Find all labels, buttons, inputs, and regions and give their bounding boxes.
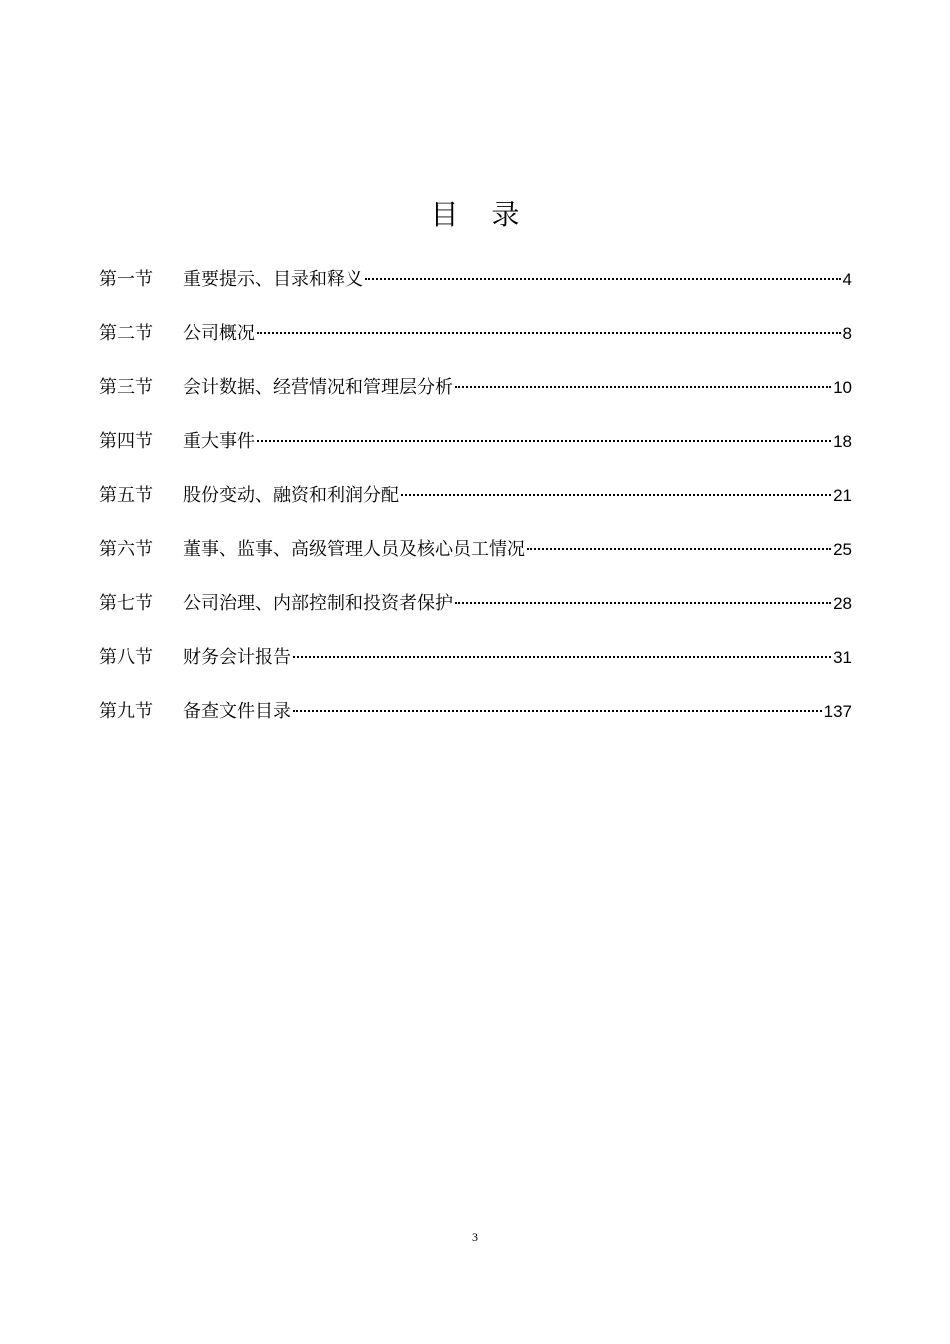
toc-page-number: 10 (833, 378, 852, 397)
toc-page-number: 4 (842, 270, 852, 289)
toc-section-name: 股份变动、融资和利润分配 (183, 485, 399, 506)
toc-entry-7[interactable] (99, 584, 852, 638)
toc-page-number: 8 (842, 324, 852, 343)
toc-dot-leader (293, 710, 822, 712)
toc-entry-2[interactable] (99, 314, 852, 368)
toc-section-name: 公司概况 (183, 323, 255, 344)
toc-section-number: 第九节 (99, 701, 153, 722)
toc-entry-6[interactable] (99, 530, 852, 584)
toc-entry-8[interactable] (99, 638, 852, 692)
toc-section-number: 第六节 (99, 539, 153, 560)
toc-section-name: 重大事件 (183, 431, 255, 452)
toc-page-number: 28 (833, 594, 852, 613)
toc-section-number: 第一节 (99, 269, 153, 290)
toc-title: 目 录 (430, 198, 532, 231)
toc-section-number: 第三节 (99, 377, 153, 398)
toc-dot-leader (401, 494, 831, 496)
toc-page-number: 137 (823, 702, 852, 721)
toc-page-number: 21 (833, 486, 852, 505)
toc-section-name: 财务会计报告 (183, 647, 291, 668)
toc-section-number: 第七节 (99, 593, 153, 614)
toc-entry-1[interactable] (99, 260, 852, 314)
toc-entry-5[interactable] (99, 476, 852, 530)
toc-section-number: 第八节 (99, 647, 153, 668)
toc-dot-leader (455, 386, 831, 388)
table-of-contents (99, 260, 852, 746)
toc-dot-leader (293, 656, 831, 658)
toc-dot-leader (455, 602, 831, 604)
toc-entry-3[interactable] (99, 368, 852, 422)
toc-dot-leader (257, 440, 831, 442)
toc-section-name: 董事、监事、高级管理人员及核心员工情况 (183, 539, 525, 560)
toc-page-number: 31 (833, 648, 852, 667)
page-footer-number: 3 (472, 1230, 478, 1244)
toc-section-number: 第二节 (99, 323, 153, 344)
toc-section-name: 重要提示、目录和释义 (183, 269, 363, 290)
toc-section-number: 第四节 (99, 431, 153, 452)
toc-page-number: 18 (833, 432, 852, 451)
toc-section-number: 第五节 (99, 485, 153, 506)
toc-dot-leader (365, 278, 841, 280)
toc-page-number: 25 (833, 540, 852, 559)
toc-section-name: 公司治理、内部控制和投资者保护 (183, 593, 453, 614)
toc-section-name: 备查文件目录 (183, 701, 291, 722)
toc-dot-leader (527, 548, 831, 550)
toc-entry-9[interactable] (99, 692, 852, 746)
toc-section-name: 会计数据、经营情况和管理层分析 (183, 377, 453, 398)
toc-dot-leader (257, 332, 841, 334)
toc-entry-4[interactable] (99, 422, 852, 476)
